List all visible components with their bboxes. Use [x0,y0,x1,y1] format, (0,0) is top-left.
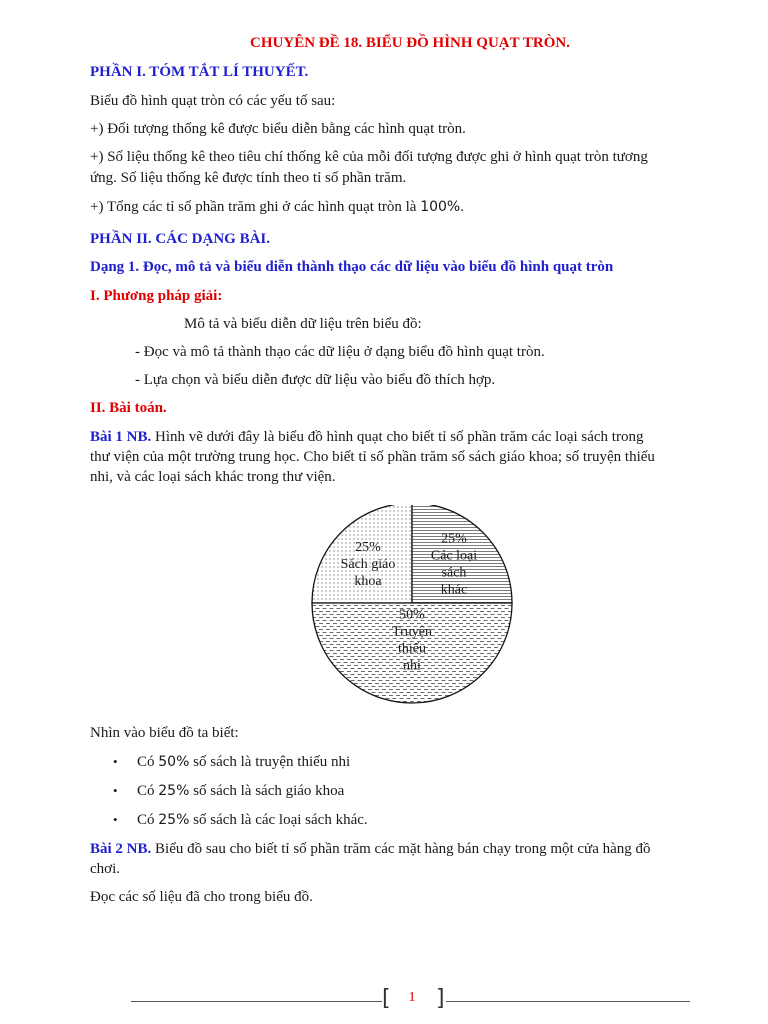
part1-point-2a: +) Số liệu thống kê theo tiêu chí thống kê của mỗi đối tượng được ghi ở hình quạt tròn tương [90,149,648,165]
bai2-line-3: Đọc các số liệu đã cho trong biểu đồ. [90,889,313,905]
bai1-line-3: nhi, và các loại sách khác trong thư viện. [90,469,336,485]
fact-percent: 25% [158,783,190,799]
type1-heading: Dạng 1. Đọc, mô tả và biểu diễn thành thạo các dữ liệu vào biểu đồ hình quạt tròn [90,259,614,275]
method-intro: Mô tả và biểu diễn dữ liệu trên biểu đồ: [184,316,422,332]
part1-point-2b: ứng. Số liệu thống kê được tính theo tỉ số phần trăm. [90,170,407,186]
fact-prefix: Có [137,754,159,770]
fact-prefix: Có [137,812,159,828]
bullet-icon: • [113,812,118,827]
method-item-2: - Lựa chọn và biểu diễn được dữ liệu vào biểu đồ thích hợp. [135,372,496,388]
method-item-1: - Đọc và mô tả thành thạo các dữ liệu ở dạng biểu đồ hình quạt tròn. [135,344,545,360]
pie-slice-label: 50% Truyện thiếu nhi [392,607,432,674]
bai1-label: Bài 1 NB. [90,429,152,445]
bai2-text-1: Biểu đồ sau cho biết tỉ số phần trăm các mặt hàng bán chạy trong một cửa hàng đồ [151,841,651,857]
pie-slice-label: 25% Các loại sách khác [430,531,478,598]
pie-slice-label: 25% Sách giáo khoa [340,540,396,589]
bai1-text-1: Hình vẽ dưới đây là biểu đồ hình quạt cho biết tỉ số phần trăm các loại sách trong [151,429,644,445]
bai2-line-2: chơi. [90,861,121,877]
problems-heading: II. Bài toán. [90,400,167,416]
fact-percent: 25% [158,812,190,828]
page-number: 1 [408,990,416,1005]
pie-chart [308,505,518,709]
part1-heading: PHẦN I. TÓM TẮT LÍ THUYẾT. [90,64,309,80]
observe-text: Nhìn vào biểu đồ ta biết: [90,725,239,741]
footer-brace-right: ] [436,986,445,1011]
fact-percent: 50% [158,754,190,770]
bai1-line-2: thư viện của một trường trung học. Cho biết tỉ số phần trăm số sách giáo khoa; số truyện thiếu [90,449,655,465]
bullet-icon: • [113,754,118,769]
footer-rule-right [446,1001,690,1002]
fact-item [137,781,344,801]
method-heading: I. Phương pháp giải: [90,288,223,304]
part1-point-3 [90,197,464,217]
fact-text: số sách là các loại sách khác. [189,812,368,828]
bullet-icon: • [113,783,118,798]
fact-text: số sách là sách giáo khoa [189,783,345,799]
part2-heading: PHẦN II. CÁC DẠNG BÀI. [90,231,271,247]
part1-point-1: +) Đối tượng thống kê được biểu diễn bằng các hình quạt tròn. [90,121,466,137]
part1-point-3-end: . [460,199,464,215]
page-title: CHUYÊN ĐỀ 18. BIỂU ĐỒ HÌNH QUẠT TRÒN. [250,35,570,51]
fact-item [137,810,368,830]
fact-text: số sách là truyện thiếu nhi [189,754,351,770]
part1-point-3-text: +) Tổng các tỉ số phần trăm ghi ở các hình quạt tròn là [90,199,421,215]
bai2-line-1 [90,839,651,859]
footer-rule-left [131,1001,382,1002]
total-percent: 100% [420,199,461,215]
part1-intro: Biểu đồ hình quạt tròn có các yếu tố sau: [90,93,336,109]
bai1-line-1 [90,427,643,447]
footer-brace-left: [ [382,986,391,1011]
fact-item [137,752,350,772]
fact-prefix: Có [137,783,159,799]
bai2-label: Bài 2 NB. [90,841,152,857]
